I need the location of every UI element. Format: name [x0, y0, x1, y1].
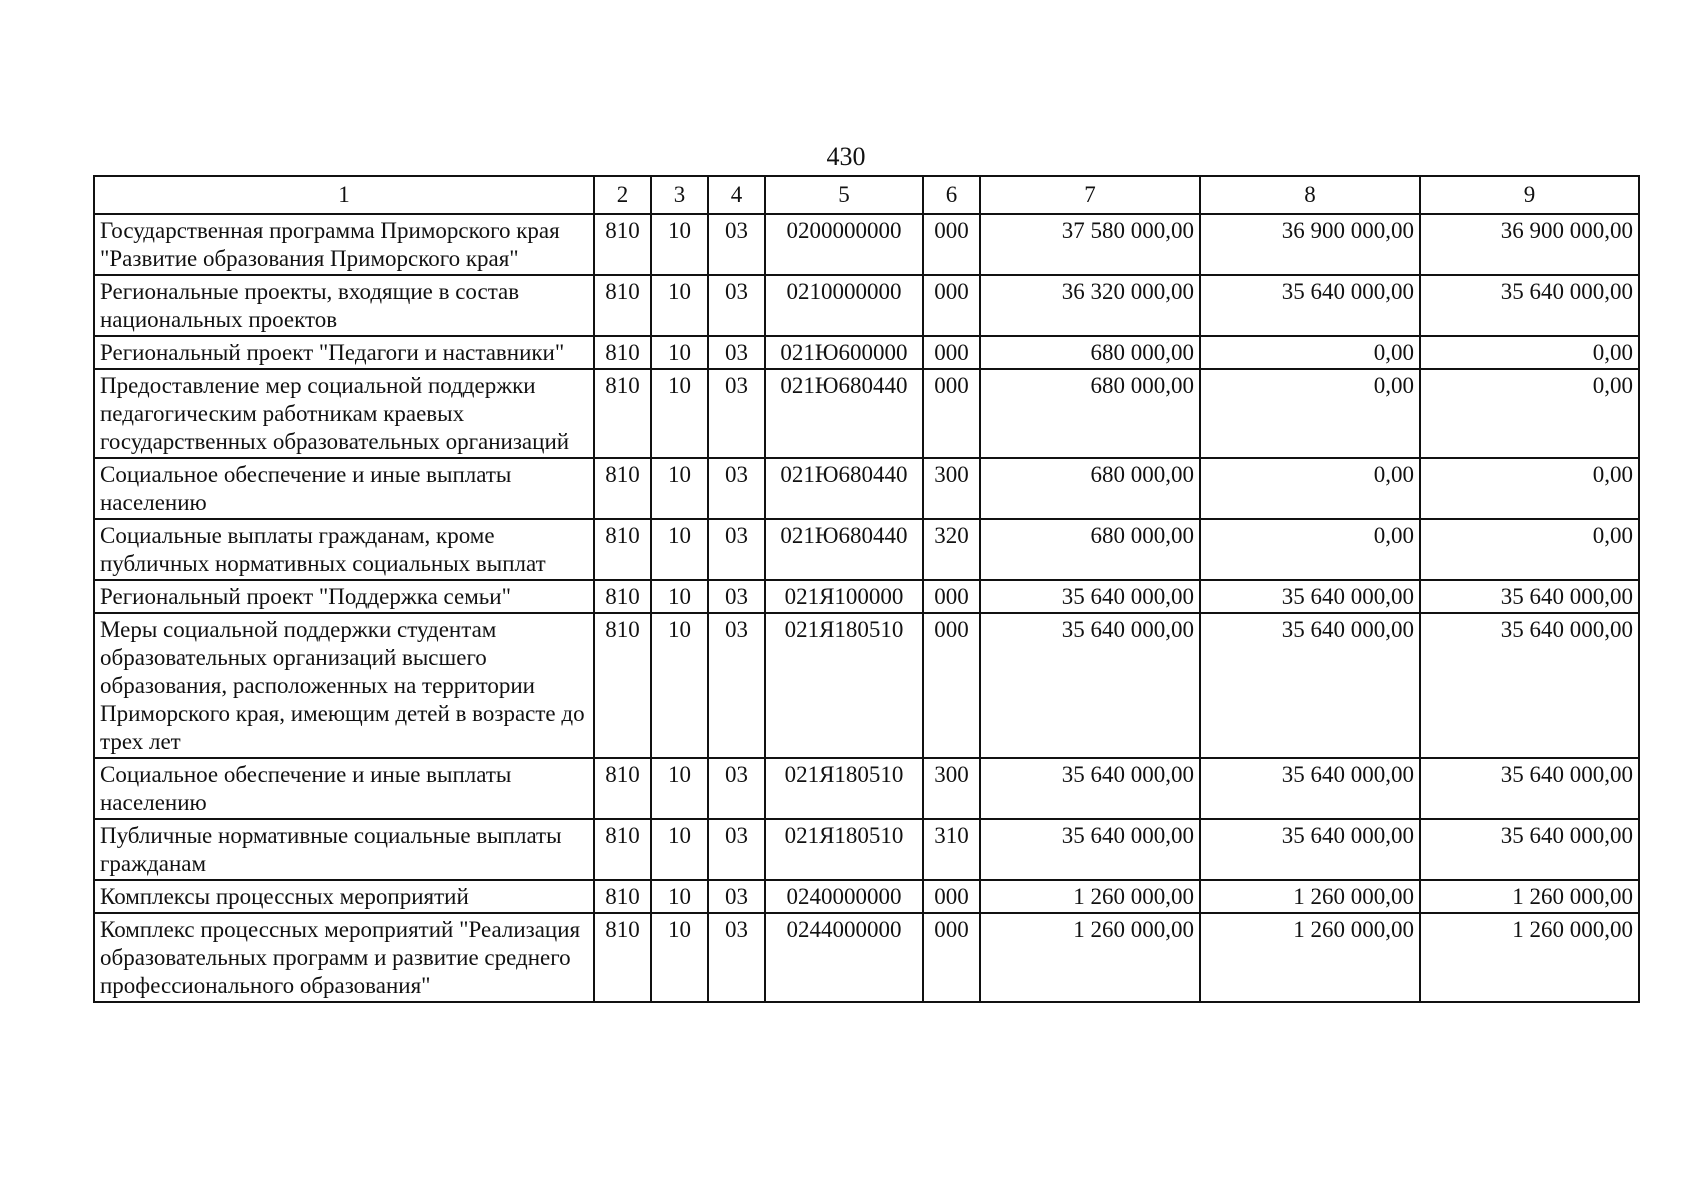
code-cell: 021Я180510: [765, 758, 923, 819]
column-header: 1: [94, 176, 594, 214]
amount-cell: 680 000,00: [980, 519, 1200, 580]
item-name-cell: Публичные нормативные социальные выплаты гражданам: [94, 819, 594, 880]
amount-cell: 680 000,00: [980, 369, 1200, 458]
amount-cell: 0,00: [1200, 519, 1420, 580]
table-row: [94, 458, 1639, 519]
amount-cell: 35 640 000,00: [1200, 613, 1420, 758]
code-cell: 810: [594, 580, 651, 613]
table-row: [94, 214, 1639, 275]
code-cell: 03: [708, 880, 765, 913]
item-name-cell: Государственная программа Приморского края "Развитие образования Приморского края": [94, 214, 594, 275]
item-name-cell: Комплекс процессных мероприятий "Реализация образовательных программ и развитие среднего профессионального образования": [94, 913, 594, 1002]
column-header: 5: [765, 176, 923, 214]
amount-cell: 680 000,00: [980, 336, 1200, 369]
code-cell: 021Ю680440: [765, 369, 923, 458]
amount-cell: 1 260 000,00: [980, 880, 1200, 913]
table-row: [94, 519, 1639, 580]
amount-cell: 680 000,00: [980, 458, 1200, 519]
table-row: [94, 369, 1639, 458]
amount-cell: 1 260 000,00: [1420, 913, 1639, 1002]
table-row: [94, 336, 1639, 369]
amount-cell: 0,00: [1420, 336, 1639, 369]
code-cell: 810: [594, 758, 651, 819]
code-cell: 300: [923, 458, 980, 519]
table-row: [94, 758, 1639, 819]
budget-table: [93, 175, 1640, 1003]
amount-cell: 35 640 000,00: [980, 819, 1200, 880]
code-cell: 10: [651, 458, 708, 519]
code-cell: 03: [708, 580, 765, 613]
item-name-cell: Социальное обеспечение и иные выплаты населению: [94, 758, 594, 819]
code-cell: 03: [708, 369, 765, 458]
column-header: 3: [651, 176, 708, 214]
amount-cell: 0,00: [1420, 458, 1639, 519]
code-cell: 03: [708, 275, 765, 336]
code-cell: 03: [708, 758, 765, 819]
amount-cell: 35 640 000,00: [1200, 275, 1420, 336]
amount-cell: 0,00: [1200, 336, 1420, 369]
code-cell: 810: [594, 458, 651, 519]
code-cell: 021Я180510: [765, 613, 923, 758]
code-cell: 810: [594, 519, 651, 580]
amount-cell: 35 640 000,00: [1420, 758, 1639, 819]
code-cell: 810: [594, 880, 651, 913]
amount-cell: 36 900 000,00: [1200, 214, 1420, 275]
code-cell: 03: [708, 819, 765, 880]
code-cell: 10: [651, 913, 708, 1002]
code-cell: 10: [651, 880, 708, 913]
code-cell: 810: [594, 913, 651, 1002]
code-cell: 10: [651, 275, 708, 336]
code-cell: 03: [708, 613, 765, 758]
code-cell: 810: [594, 613, 651, 758]
column-header: 9: [1420, 176, 1639, 214]
code-cell: 021Ю680440: [765, 519, 923, 580]
column-header: 4: [708, 176, 765, 214]
code-cell: 810: [594, 214, 651, 275]
amount-cell: 35 640 000,00: [1200, 580, 1420, 613]
item-name-cell: Социальные выплаты гражданам, кроме публичных нормативных социальных выплат: [94, 519, 594, 580]
amount-cell: 35 640 000,00: [1420, 613, 1639, 758]
column-header: 7: [980, 176, 1200, 214]
code-cell: 03: [708, 214, 765, 275]
code-cell: 10: [651, 519, 708, 580]
code-cell: 000: [923, 214, 980, 275]
code-cell: 000: [923, 336, 980, 369]
table-row: [94, 275, 1639, 336]
amount-cell: 0,00: [1420, 519, 1639, 580]
code-cell: 810: [594, 336, 651, 369]
column-number-row: [94, 176, 1639, 214]
code-cell: 810: [594, 819, 651, 880]
code-cell: 300: [923, 758, 980, 819]
amount-cell: 35 640 000,00: [980, 580, 1200, 613]
page-number: 430: [826, 142, 866, 171]
amount-cell: 35 640 000,00: [1420, 275, 1639, 336]
code-cell: 000: [923, 880, 980, 913]
code-cell: 810: [594, 369, 651, 458]
code-cell: 03: [708, 519, 765, 580]
item-name-cell: Меры социальной поддержки студентам образовательных организаций высшего образования, расположенных на территории Приморского края, имеющим детей в возрасте до трех лет: [94, 613, 594, 758]
code-cell: 320: [923, 519, 980, 580]
amount-cell: 35 640 000,00: [1420, 819, 1639, 880]
amount-cell: 0,00: [1200, 458, 1420, 519]
amount-cell: 35 640 000,00: [980, 758, 1200, 819]
code-cell: 10: [651, 580, 708, 613]
item-name-cell: Региональный проект "Педагоги и наставники": [94, 336, 594, 369]
code-cell: 021Я100000: [765, 580, 923, 613]
code-cell: 10: [651, 758, 708, 819]
code-cell: 000: [923, 275, 980, 336]
amount-cell: 37 580 000,00: [980, 214, 1200, 275]
item-name-cell: Региональный проект "Поддержка семьи": [94, 580, 594, 613]
item-name-cell: Социальное обеспечение и иные выплаты населению: [94, 458, 594, 519]
table-row: [94, 580, 1639, 613]
code-cell: 10: [651, 613, 708, 758]
code-cell: 000: [923, 369, 980, 458]
code-cell: 0210000000: [765, 275, 923, 336]
table-row: [94, 913, 1639, 1002]
column-header: 2: [594, 176, 651, 214]
code-cell: 000: [923, 580, 980, 613]
code-cell: 000: [923, 613, 980, 758]
code-cell: 10: [651, 214, 708, 275]
code-cell: 310: [923, 819, 980, 880]
code-cell: 000: [923, 913, 980, 1002]
amount-cell: 35 640 000,00: [1200, 819, 1420, 880]
amount-cell: 35 640 000,00: [980, 613, 1200, 758]
code-cell: 03: [708, 458, 765, 519]
amount-cell: 36 320 000,00: [980, 275, 1200, 336]
code-cell: 10: [651, 369, 708, 458]
code-cell: 0200000000: [765, 214, 923, 275]
amount-cell: 0,00: [1420, 369, 1639, 458]
amount-cell: 36 900 000,00: [1420, 214, 1639, 275]
amount-cell: 1 260 000,00: [1420, 880, 1639, 913]
amount-cell: 0,00: [1200, 369, 1420, 458]
table-body: [94, 214, 1639, 1002]
code-cell: 021Ю680440: [765, 458, 923, 519]
item-name-cell: Комплексы процессных мероприятий: [94, 880, 594, 913]
code-cell: 10: [651, 336, 708, 369]
code-cell: 021Я180510: [765, 819, 923, 880]
column-header: 6: [923, 176, 980, 214]
item-name-cell: Предоставление мер социальной поддержки педагогическим работникам краевых государственных образовательных организаций: [94, 369, 594, 458]
amount-cell: 1 260 000,00: [1200, 880, 1420, 913]
code-cell: 810: [594, 275, 651, 336]
code-cell: 021Ю600000: [765, 336, 923, 369]
code-cell: 03: [708, 913, 765, 1002]
table-row: [94, 880, 1639, 913]
table-row: [94, 613, 1639, 758]
code-cell: 0240000000: [765, 880, 923, 913]
amount-cell: 35 640 000,00: [1420, 580, 1639, 613]
amount-cell: 35 640 000,00: [1200, 758, 1420, 819]
amount-cell: 1 260 000,00: [980, 913, 1200, 1002]
table-row: [94, 819, 1639, 880]
code-cell: 03: [708, 336, 765, 369]
code-cell: 0244000000: [765, 913, 923, 1002]
code-cell: 10: [651, 819, 708, 880]
column-header: 8: [1200, 176, 1420, 214]
amount-cell: 1 260 000,00: [1200, 913, 1420, 1002]
item-name-cell: Региональные проекты, входящие в состав национальных проектов: [94, 275, 594, 336]
